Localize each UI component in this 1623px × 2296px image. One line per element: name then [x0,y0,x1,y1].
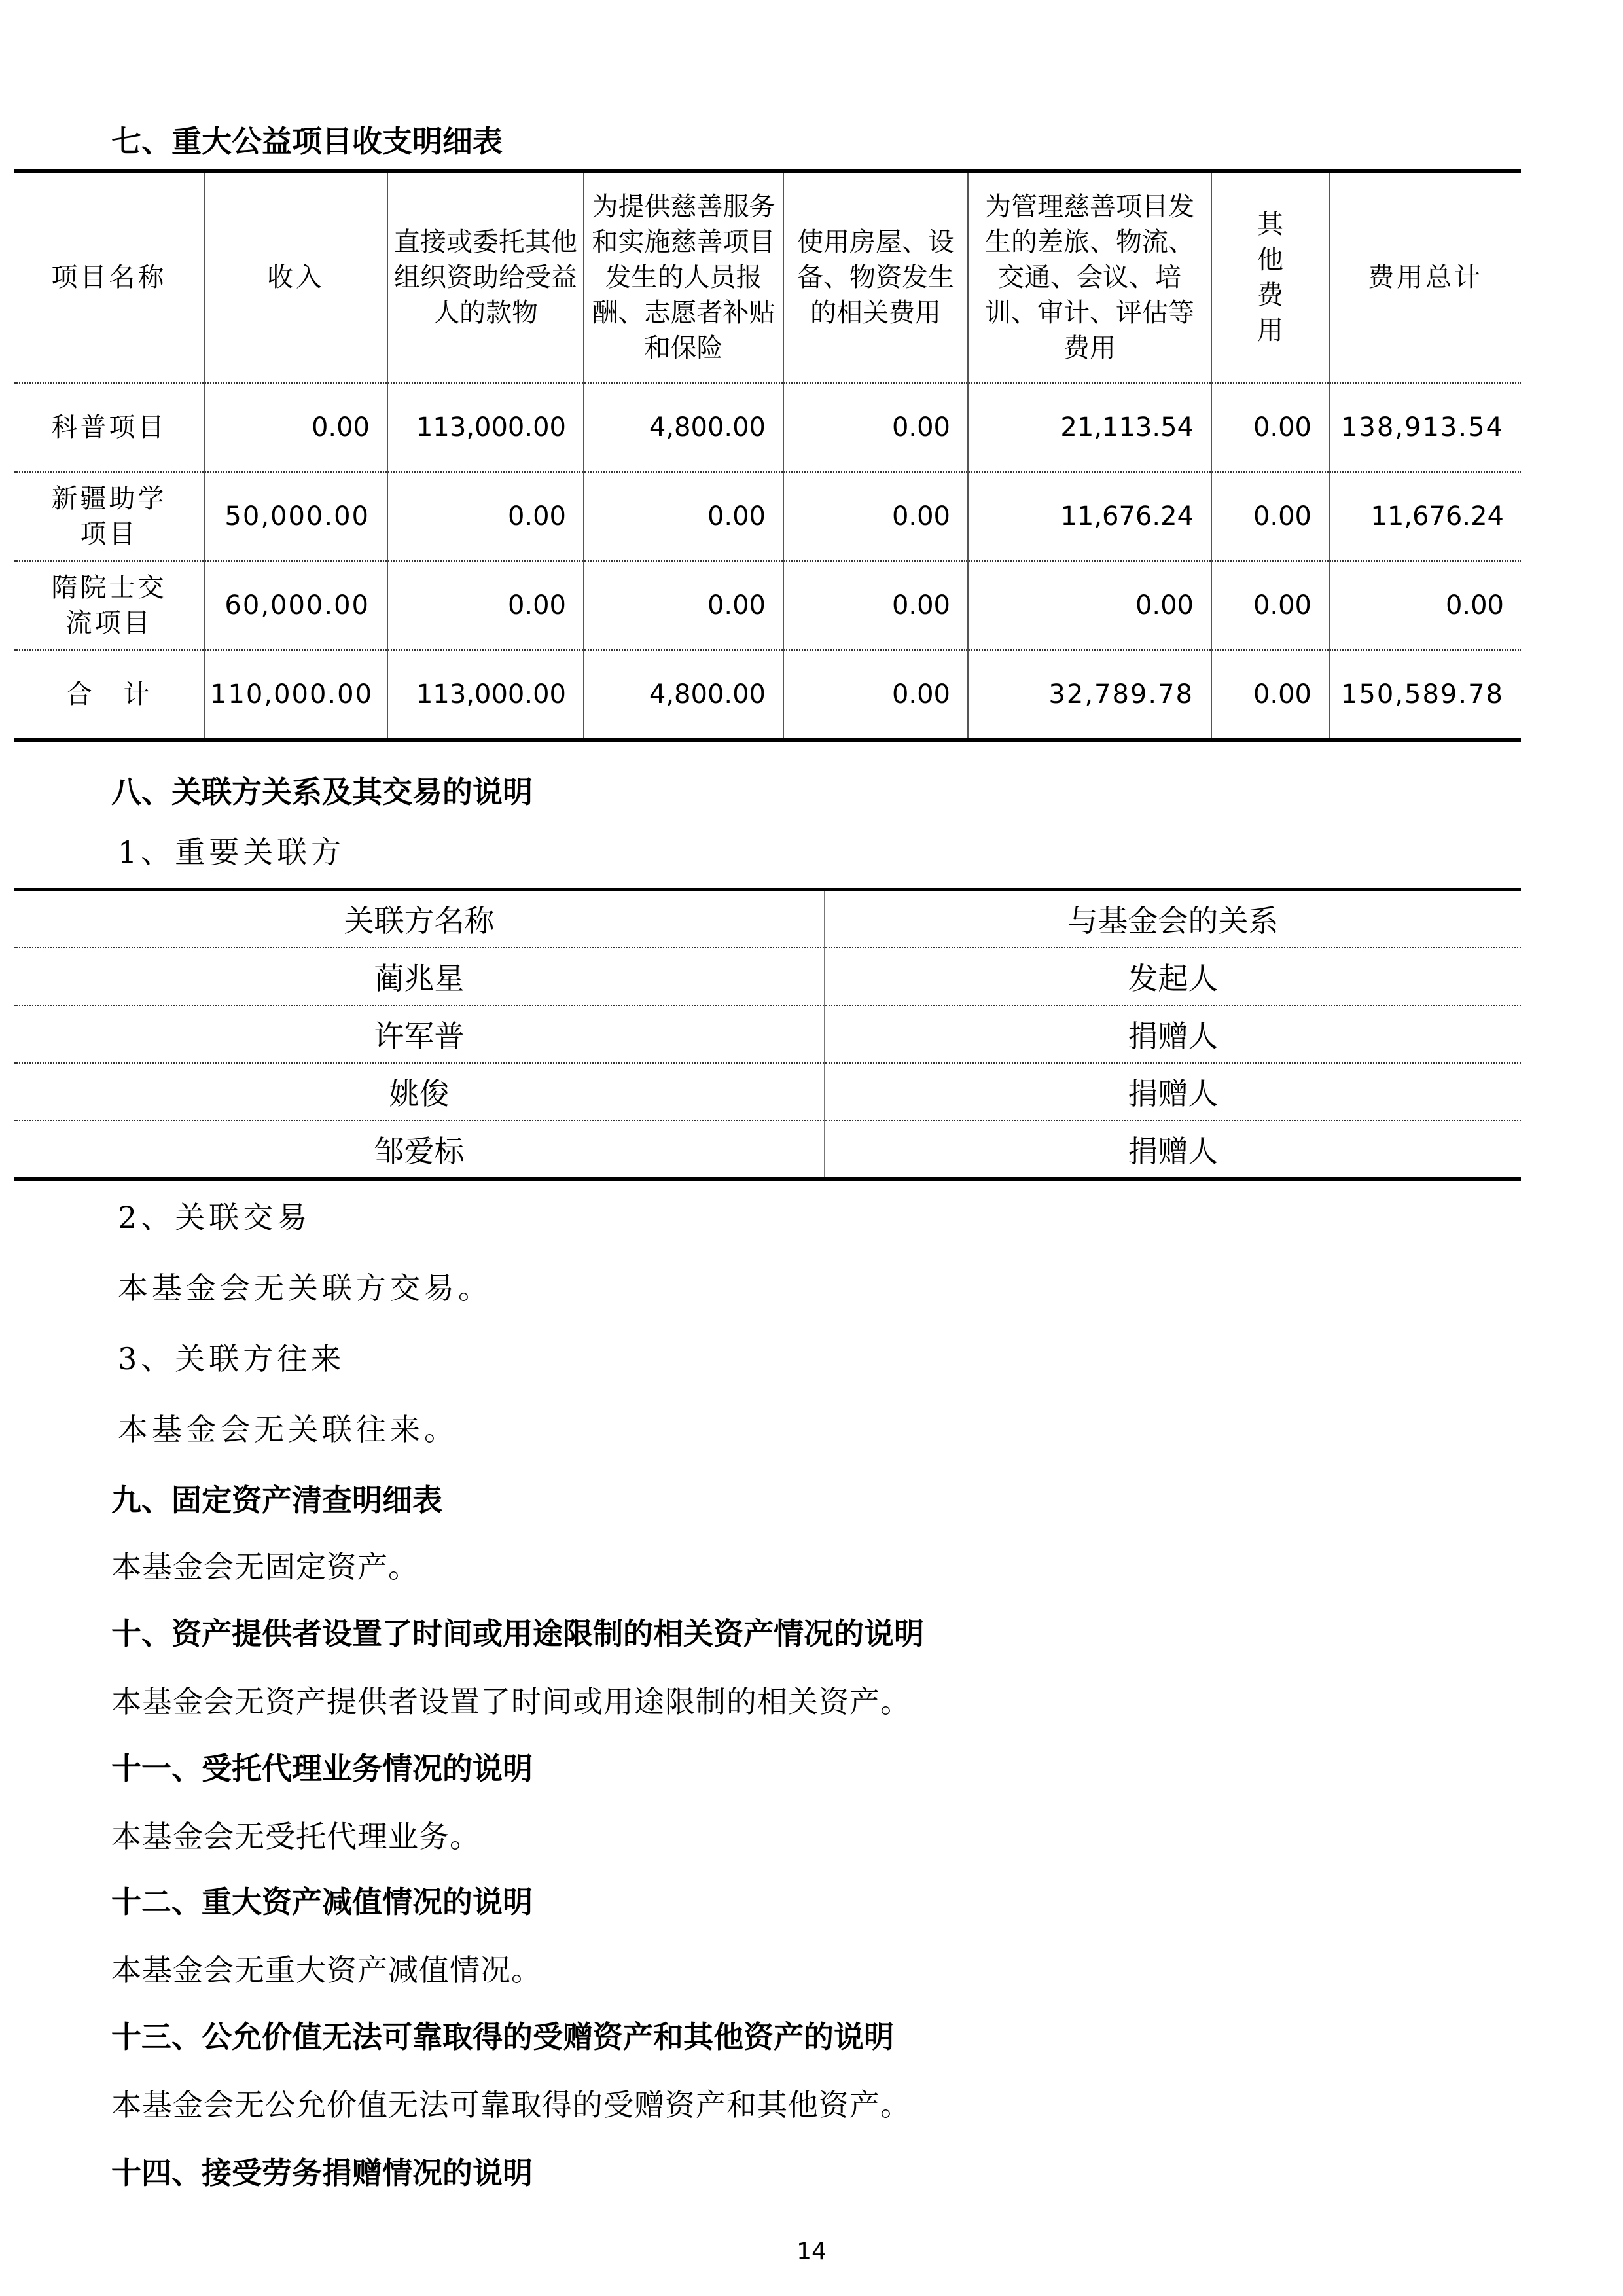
section-12-text: 本基金会无重大资产减值情况。 [111,1952,542,1988]
party-relation: 捐赠人 [825,1063,1521,1121]
row-personnel: 0.00 [584,472,783,561]
section-14-title: 十四、接受劳务捐赠情况的说明 [111,2155,533,2191]
row-facility: 0.00 [783,650,968,740]
table-row [14,472,1521,561]
row-direct: 113,000.00 [387,383,584,472]
row-personnel: 4,800.00 [584,383,783,472]
row-facility: 0.00 [783,472,968,561]
row-total: 0.00 [1329,561,1521,650]
major-project-expense-table [14,169,1521,742]
table-row [14,1121,1521,1179]
table-header-row [14,171,1521,383]
row-management: 32,789.78 [968,650,1211,740]
table-row [14,383,1521,472]
header-management-cost: 为管理慈善项目发生的差旅、物流、交通、会议、培训、审计、评估等费用 [968,171,1211,383]
section-10-text: 本基金会无资产提供者设置了时间或用途限制的相关资产。 [111,1684,911,1719]
party-name: 许军普 [14,1005,825,1063]
page-number: 14 [796,2238,827,2265]
row-other: 0.00 [1211,472,1329,561]
row-direct: 0.00 [387,472,584,561]
table-row [14,1063,1521,1121]
section-8-sub2-text: 本基金会无关联方交易。 [118,1270,492,1306]
row-facility: 0.00 [783,383,968,472]
header-party-name: 关联方名称 [14,889,825,948]
row-name: 新疆助学项目 [14,472,204,561]
table-row [14,1005,1521,1063]
row-direct: 113,000.00 [387,650,584,740]
row-facility: 0.00 [783,561,968,650]
section-9-title: 九、固定资产清查明细表 [111,1482,442,1518]
header-other-cost: 其他费用 [1211,171,1329,383]
section-9-text: 本基金会无固定资产。 [111,1549,419,1585]
table-total-row [14,650,1521,740]
row-total: 138,913.54 [1329,383,1521,472]
row-management: 0.00 [968,561,1211,650]
row-income: 60,000.00 [204,561,387,650]
row-income: 50,000.00 [204,472,387,561]
header-personnel-cost: 为提供慈善服务和实施慈善项目发生的人员报酬、志愿者补贴和保险 [584,171,783,383]
row-direct: 0.00 [387,561,584,650]
row-name: 科普项目 [14,383,204,472]
table-header-row [14,889,1521,948]
party-relation: 捐赠人 [1128,1134,1219,1169]
section-10-title: 十、资产提供者设置了时间或用途限制的相关资产情况的说明 [111,1616,924,1651]
row-other: 0.00 [1211,650,1329,740]
section-8-sub1: 1、重要关联方 [118,834,346,870]
table-row [14,561,1521,650]
section-13-title: 十三、公允价值无法可靠取得的受赠资产和其他资产的说明 [111,2019,894,2054]
party-relation: 捐赠人 [825,1005,1521,1063]
row-other: 0.00 [1211,561,1329,650]
section-12-title: 十二、重大资产减值情况的说明 [111,1884,533,1920]
party-relation: 发起人 [825,948,1521,1005]
row-name: 合 计 [14,650,204,740]
row-total: 11,676.24 [1329,472,1521,561]
section-11-title: 十一、受托代理业务情况的说明 [111,1751,533,1786]
row-personnel: 4,800.00 [584,650,783,740]
row-management: 21,113.54 [968,383,1211,472]
row-total: 150,589.78 [1340,679,1504,709]
section-11-text: 本基金会无受托代理业务。 [111,1819,480,1854]
section-8-sub3: 3、关联方往来 [118,1341,346,1376]
row-personnel: 0.00 [584,561,783,650]
section-7-title: 七、重大公益项目收支明细表 [111,124,503,159]
party-name: 蔺兆星 [14,948,825,1005]
table-row [14,948,1521,1005]
row-income: 110,000.00 [204,650,387,740]
section-8-title: 八、关联方关系及其交易的说明 [111,774,533,810]
header-direct-aid: 直接或委托其他组织资助给受益人的款物 [387,171,584,383]
header-project-name: 项目名称 [14,171,204,383]
section-8-sub3-text: 本基金会无关联往来。 [118,1412,458,1447]
party-name: 邹爱标 [14,1121,825,1179]
row-other: 0.00 [1211,383,1329,472]
related-party-table [14,888,1521,1181]
section-8-sub2: 2、关联交易 [118,1200,312,1235]
header-income: 收入 [204,171,387,383]
section-13-text: 本基金会无公允价值无法可靠取得的受赠资产和其他资产。 [111,2087,911,2123]
header-facility-cost: 使用房屋、设备、物资发生的相关费用 [783,171,968,383]
header-relation: 与基金会的关系 [825,889,1521,948]
header-total-cost: 费用总计 [1329,171,1521,383]
row-income: 0.00 [204,383,387,472]
party-name: 姚俊 [14,1063,825,1121]
row-management: 11,676.24 [968,472,1211,561]
row-name: 隋院士交流项目 [14,561,204,650]
